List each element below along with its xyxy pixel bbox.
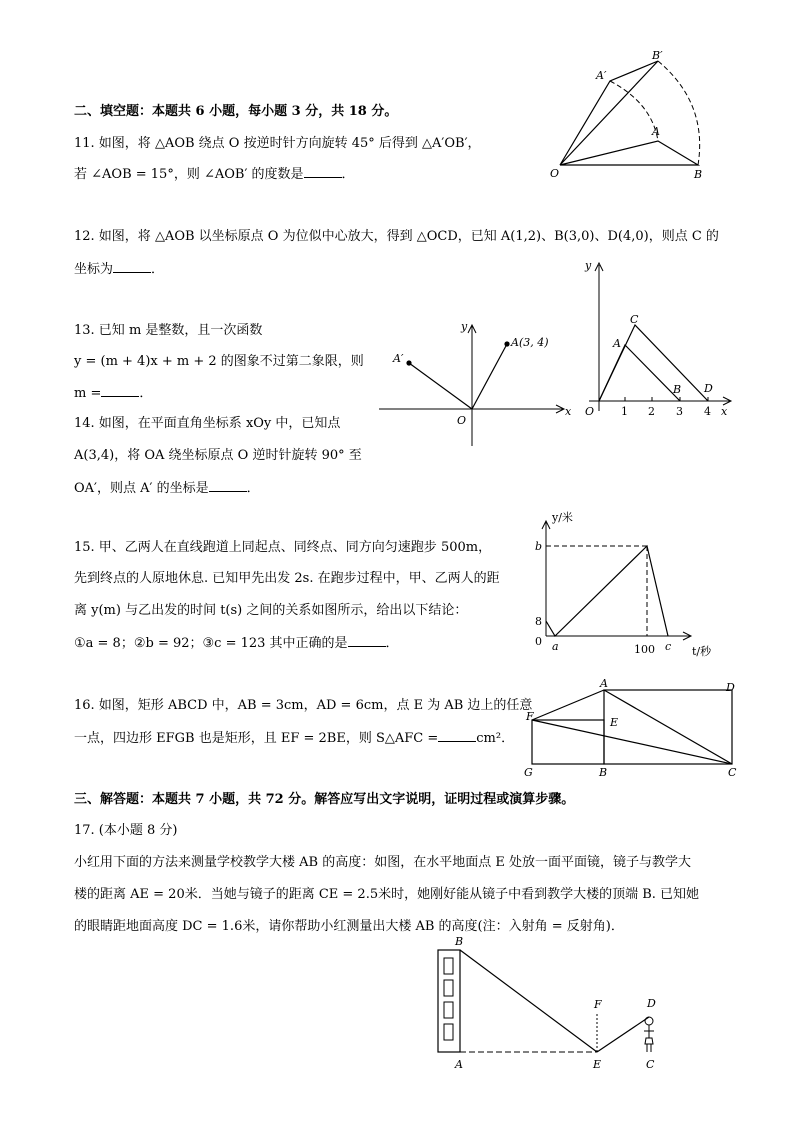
q15-tail: ． xyxy=(385,636,399,651)
q16-line1: 16. 如图，矩形 ABCD 中，AB = 3cm，AD = 6cm，点 E 为 AB 边上的任意 xyxy=(74,698,533,713)
q11-line2: 若 ∠AOB = 15°，则 ∠AOB′ 的度数是 xyxy=(74,167,304,182)
segment-fa xyxy=(532,690,604,720)
label-c: C xyxy=(646,1058,655,1071)
q11-line1: 11. 如图，将 △AOB 绕点 O 按逆时针方向旋转 45° 后得到 △A′OB′， xyxy=(74,136,481,151)
q13-line1: 13. 已知 m 是整数，且一次函数 xyxy=(74,323,263,338)
q15-line3: 离 y(m) 与乙出发的时间 t(s) 之间的关系如图所示，给出以下结论： xyxy=(74,603,468,618)
q14-line3: OA′，则点 A′ 的坐标是 xyxy=(74,481,209,496)
label-xlabel: t/秒 xyxy=(692,645,712,658)
ray-be xyxy=(460,950,597,1052)
ray-ed xyxy=(597,1017,649,1052)
label-f: F xyxy=(594,998,602,1011)
q13-line2: y = (m + 4)x + m + 2 的图象不过第二象限，则 xyxy=(74,354,364,369)
q13-line3-row xyxy=(74,384,152,403)
label-a-prime: A′ xyxy=(393,352,404,365)
label-b: B xyxy=(455,935,464,948)
label-a: A(3, 4) xyxy=(511,336,549,349)
triangle-a-prime-ob-prime xyxy=(560,61,658,165)
q15-line2: 先到终点的人原地休息. 已知甲先出发 2s. 在跑步过程中，甲、乙两人的距 xyxy=(74,571,500,586)
q14-tail: ． xyxy=(246,481,260,496)
label-o: O xyxy=(457,414,467,427)
q14-line1: 14. 如图，在平面直角坐标系 xOy 中，已知点 xyxy=(74,416,341,431)
q12-figure xyxy=(575,255,740,425)
triangle-oab xyxy=(599,345,680,401)
q15-figure xyxy=(530,508,730,663)
label-x: x xyxy=(721,405,728,418)
segment-fc xyxy=(532,720,732,764)
label-b: B xyxy=(673,383,682,396)
label-ylabel: y/米 xyxy=(552,511,573,524)
label-b: b xyxy=(535,540,543,553)
q17-line2: 楼的距离 AE = 20米．当她与镜子的距离 CE = 2.5米时，她刚好能从镜子中看到教学大楼的顶端 B. 已知她 xyxy=(74,887,700,902)
rectangle-efgb xyxy=(532,720,604,764)
label-e: E xyxy=(610,716,619,729)
q16-answer-blank xyxy=(438,729,476,742)
q11-figure xyxy=(540,45,720,185)
q17-figure xyxy=(425,932,675,1074)
label-x: x xyxy=(565,405,572,418)
q11-answer-blank xyxy=(304,165,342,178)
q16-line2: 一点，四边形 EFGB 也是矩形，且 EF = 2BE，则 S△AFC = xyxy=(74,731,439,746)
q11-line2-row xyxy=(74,165,355,184)
q12-answer-blank xyxy=(113,260,151,273)
person-body xyxy=(644,1025,654,1052)
label-c: c xyxy=(665,640,672,653)
q11-tail: ． xyxy=(341,167,355,182)
q14-answer-blank xyxy=(209,479,247,492)
q17-title: 17. (本小题 8 分) xyxy=(74,823,178,838)
q12-tail: ． xyxy=(151,262,165,277)
segment-oa xyxy=(472,344,507,409)
section-2-header: 二、填空题：本题共 6 小题，每小题 3 分，共 18 分。 xyxy=(74,104,398,119)
arc-a-a-prime xyxy=(610,81,658,141)
section-3-header: 三、解答题：本题共 7 小题，共 72 分。解答应写出文字说明，证明过程或演算步骤。 xyxy=(74,792,575,807)
label-d: D xyxy=(647,997,656,1010)
tick-label-4: 4 xyxy=(704,405,711,418)
label-e: E xyxy=(593,1058,602,1071)
label-c: C xyxy=(728,766,737,779)
tick-label-1: 1 xyxy=(621,405,628,418)
label-a: A xyxy=(600,677,608,690)
q13-line3: m = xyxy=(74,386,102,401)
point-a-prime xyxy=(406,360,411,365)
label-f: F xyxy=(526,710,534,723)
q14-line3-row xyxy=(74,479,260,498)
segment-ac xyxy=(604,690,732,764)
q15-line1: 15. 甲、乙两人在直线跑道上同起点、同终点、同方向匀速跑步 500m， xyxy=(74,540,492,555)
triangle-aob xyxy=(560,141,698,165)
q15-line4-row xyxy=(74,634,399,653)
q16-figure xyxy=(522,676,752,782)
label-o: O xyxy=(550,167,560,180)
point-a xyxy=(504,341,509,346)
label-d: D xyxy=(726,681,735,694)
label-a: A xyxy=(613,337,621,350)
label-8: 8 xyxy=(535,615,542,628)
arc-b-b-prime xyxy=(658,61,700,165)
q13-answer-blank xyxy=(101,384,139,397)
label-100: 100 xyxy=(634,643,655,656)
label-y: y xyxy=(461,320,468,333)
label-g: G xyxy=(524,766,533,779)
tick-label-2: 2 xyxy=(648,405,655,418)
label-a: a xyxy=(552,640,559,653)
label-b: B xyxy=(599,766,608,779)
q12-line2: 坐标为 xyxy=(74,262,114,277)
q16-line2-row xyxy=(74,729,514,748)
q17-line3: 的眼睛距地面高度 DC = 1.6米，请你帮助小红测量出大楼 AB 的高度(注：入射角 = 反射角)． xyxy=(74,919,624,934)
q17-line1: 小红用下面的方法来测量学校教学大楼 AB 的高度：如图，在水平地面点 E 处放一面平面镜，镜子与教学大 xyxy=(74,855,691,870)
distance-graph xyxy=(546,546,668,636)
label-a-prime: A′ xyxy=(596,69,607,82)
label-y: y xyxy=(585,259,592,272)
q14-line2: A(3,4)，将 OA 绕坐标原点 O 逆时针旋转 90° 至 xyxy=(74,448,362,463)
segment-oa-prime xyxy=(409,363,472,409)
label-b: B xyxy=(694,168,703,181)
label-o: O xyxy=(585,405,595,418)
q12-line1: 12. 如图，将 △AOB 以坐标原点 O 为位似中心放大，得到 △OCD，已知 A(1,2)、B(3,0)、D(4,0)，则点 C 的 xyxy=(74,229,719,244)
person-head xyxy=(645,1017,653,1025)
q16-tail: cm²． xyxy=(476,731,515,746)
q15-line4: ①a = 8；②b = 92；③c = 123 其中正确的是 xyxy=(74,636,348,651)
label-c: C xyxy=(630,313,639,326)
label-a: A xyxy=(455,1058,463,1071)
label-d: D xyxy=(704,382,713,395)
label-0: 0 xyxy=(535,635,542,648)
q13-tail: ． xyxy=(139,386,153,401)
q15-answer-blank xyxy=(348,634,386,647)
q14-figure xyxy=(375,318,575,453)
q12-line2-row xyxy=(74,260,164,279)
label-b-prime: B′ xyxy=(652,49,663,62)
label-a: A xyxy=(652,125,660,138)
tick-label-3: 3 xyxy=(676,405,683,418)
building-ab xyxy=(438,950,460,1052)
